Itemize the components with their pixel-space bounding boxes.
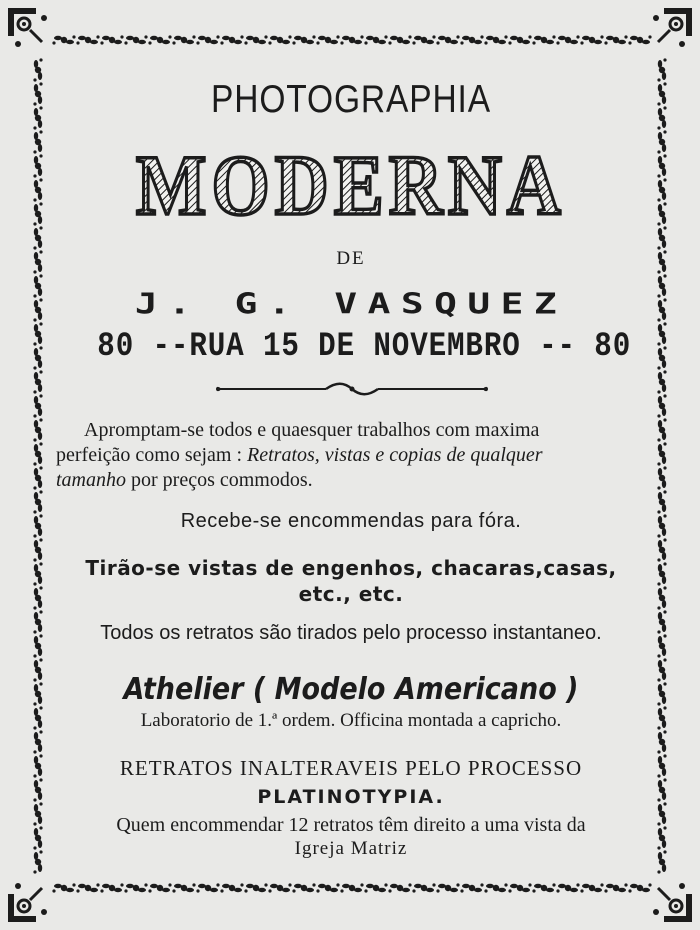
border-ornament	[33, 658, 42, 681]
services-line-2-italic: Retratos, vistas e copias de qualquer	[247, 444, 543, 466]
services-line-2-plain: perfeição como sejam :	[56, 444, 248, 466]
border-ornament	[657, 562, 666, 585]
border-ornament	[657, 226, 666, 249]
border-bottom	[52, 883, 651, 892]
border-ornament	[33, 154, 42, 177]
border-ornament	[460, 35, 483, 44]
border-ornament	[33, 778, 42, 801]
border-ornament	[33, 802, 42, 825]
border-ornament	[220, 883, 243, 892]
border-ornament	[364, 35, 387, 44]
border-ornament	[657, 58, 666, 81]
border-ornament	[33, 442, 42, 465]
border-ornament	[33, 706, 42, 729]
border-ornament	[33, 226, 42, 249]
heading-moderna	[130, 137, 572, 233]
border-ornament	[33, 58, 42, 81]
border-ornament	[33, 130, 42, 153]
laboratory-notice: Laboratorio de 1.ª ordem. Officina montada a capricho.	[140, 710, 562, 731]
border-ornament	[292, 883, 315, 892]
process-heading: RETRATOS INALTERAVEIS PELO PROCESSO	[119, 756, 583, 780]
border-ornament	[33, 394, 42, 417]
border-ornament	[33, 346, 42, 369]
border-ornament	[220, 35, 243, 44]
border-left	[33, 58, 42, 873]
border-ornament	[657, 106, 666, 129]
corner-ornament-bottom-left	[8, 883, 47, 922]
border-ornament	[657, 130, 666, 153]
border-ornament	[33, 826, 42, 849]
word-de: DE	[336, 248, 366, 269]
border-ornament	[657, 610, 666, 633]
border-ornament	[657, 850, 666, 873]
border-ornament	[657, 658, 666, 681]
border-ornament	[657, 706, 666, 729]
border-ornament	[33, 610, 42, 633]
border-ornament	[657, 778, 666, 801]
border-ornament	[33, 106, 42, 129]
border-ornament	[196, 883, 219, 892]
athelier-heading: Athelier ( Modelo Americano )	[123, 672, 579, 707]
moderna-lettering: MODERNA	[136, 137, 566, 233]
border-ornament	[124, 883, 147, 892]
border-ornament	[340, 883, 363, 892]
border-ornament	[316, 35, 339, 44]
border-ornament	[657, 322, 666, 345]
border-ornament	[124, 35, 147, 44]
border-ornament	[532, 35, 555, 44]
views-notice-line-1: Tirão-se vistas de engenhos, chacaras,casas,	[85, 556, 617, 580]
border-ornament	[657, 826, 666, 849]
border-ornament	[172, 35, 195, 44]
border-ornament	[33, 586, 42, 609]
border-ornament	[268, 883, 291, 892]
border-ornament	[292, 35, 315, 44]
border-ornament	[76, 883, 99, 892]
border-ornament	[33, 370, 42, 393]
border-ornament	[33, 562, 42, 585]
corner-ornament-top-right	[653, 8, 692, 47]
border-ornament	[657, 370, 666, 393]
border-ornament	[628, 35, 651, 44]
offer-line-1: Quem encommendar 12 retratos têm direito a uma vista da	[116, 814, 586, 836]
corner-ornament-bottom-right	[653, 883, 692, 922]
heading-photographia: PHOTOGRAPHIA	[211, 78, 491, 121]
street-address: 80 --RUA 15 DE NOVEMBRO -- 80	[97, 328, 632, 366]
border-ornament	[196, 35, 219, 44]
border-ornament	[657, 634, 666, 657]
border-ornament	[148, 35, 171, 44]
border-ornament	[316, 883, 339, 892]
border-ornament	[484, 883, 507, 892]
border-ornament	[657, 394, 666, 417]
proprietor-name: J. G. VASQUEZ	[134, 288, 568, 321]
border-ornament	[508, 883, 531, 892]
border-ornament	[244, 883, 267, 892]
border-ornament	[33, 850, 42, 873]
views-notice-line-2: etc., etc.	[298, 582, 404, 606]
border-ornament	[604, 883, 627, 892]
border-ornament	[657, 538, 666, 561]
border-ornament	[364, 883, 387, 892]
border-ornament	[508, 35, 531, 44]
border-ornament	[33, 466, 42, 489]
border-ornament	[388, 883, 411, 892]
border-ornament	[33, 538, 42, 561]
border-ornament	[657, 442, 666, 465]
border-ornament	[52, 883, 75, 892]
border-right	[657, 58, 666, 873]
border-ornament	[52, 35, 75, 44]
border-ornament	[33, 322, 42, 345]
border-ornament	[657, 154, 666, 177]
border-ornament	[657, 178, 666, 201]
border-ornament	[604, 35, 627, 44]
border-ornament	[76, 35, 99, 44]
border-ornament	[436, 883, 459, 892]
border-ornament	[657, 250, 666, 273]
services-paragraph	[56, 418, 646, 493]
border-ornament	[556, 35, 579, 44]
border-ornament	[33, 82, 42, 105]
border-ornament	[460, 883, 483, 892]
border-ornament	[436, 35, 459, 44]
border-ornament	[100, 883, 123, 892]
border-ornament	[580, 883, 603, 892]
border-ornament	[33, 178, 42, 201]
services-line-1: Apromptam-se todos e quaesquer trabalhos com maxima	[84, 419, 540, 441]
orders-notice: Recebe-se encommendas para fóra.	[180, 510, 522, 532]
border-ornament	[33, 682, 42, 705]
border-ornament	[148, 883, 171, 892]
border-ornament	[33, 730, 42, 753]
border-ornament	[172, 883, 195, 892]
services-line-2	[56, 443, 646, 468]
border-ornament	[657, 202, 666, 225]
services-line-3	[56, 468, 646, 493]
border-ornament	[657, 802, 666, 825]
border-ornament	[33, 250, 42, 273]
platinotypia-heading: PLATINOTYPIA.	[257, 786, 445, 808]
services-line-3-italic: tamanho	[56, 469, 126, 491]
advert-body	[56, 62, 646, 872]
border-ornament	[580, 35, 603, 44]
border-ornament	[657, 730, 666, 753]
border-ornament	[33, 202, 42, 225]
border-ornament	[484, 35, 507, 44]
border-ornament	[33, 514, 42, 537]
border-ornament	[33, 634, 42, 657]
border-ornament	[556, 883, 579, 892]
border-ornament	[628, 883, 651, 892]
border-ornament	[657, 514, 666, 537]
border-ornament	[657, 346, 666, 369]
border-ornament	[657, 82, 666, 105]
corner-ornament-top-left	[8, 8, 47, 47]
border-ornament	[657, 682, 666, 705]
border-ornament	[244, 35, 267, 44]
border-ornament	[657, 418, 666, 441]
instant-process-notice: Todos os retratos são tirados pelo processo instantaneo.	[100, 622, 602, 644]
services-line-3-plain: por preços commodos.	[126, 469, 313, 491]
border-ornament	[33, 418, 42, 441]
border-ornament	[33, 490, 42, 513]
border-ornament	[388, 35, 411, 44]
offer-line-2: Igreja Matriz	[294, 838, 408, 859]
border-ornament	[657, 490, 666, 513]
border-ornament	[532, 883, 555, 892]
border-ornament	[340, 35, 363, 44]
border-ornament	[100, 35, 123, 44]
border-ornament	[412, 35, 435, 44]
border-ornament	[657, 466, 666, 489]
border-top	[52, 35, 651, 44]
border-ornament	[412, 883, 435, 892]
border-ornament	[657, 586, 666, 609]
decorative-rule	[216, 380, 488, 398]
border-ornament	[268, 35, 291, 44]
border-ornament	[33, 754, 42, 777]
border-ornament	[657, 754, 666, 777]
